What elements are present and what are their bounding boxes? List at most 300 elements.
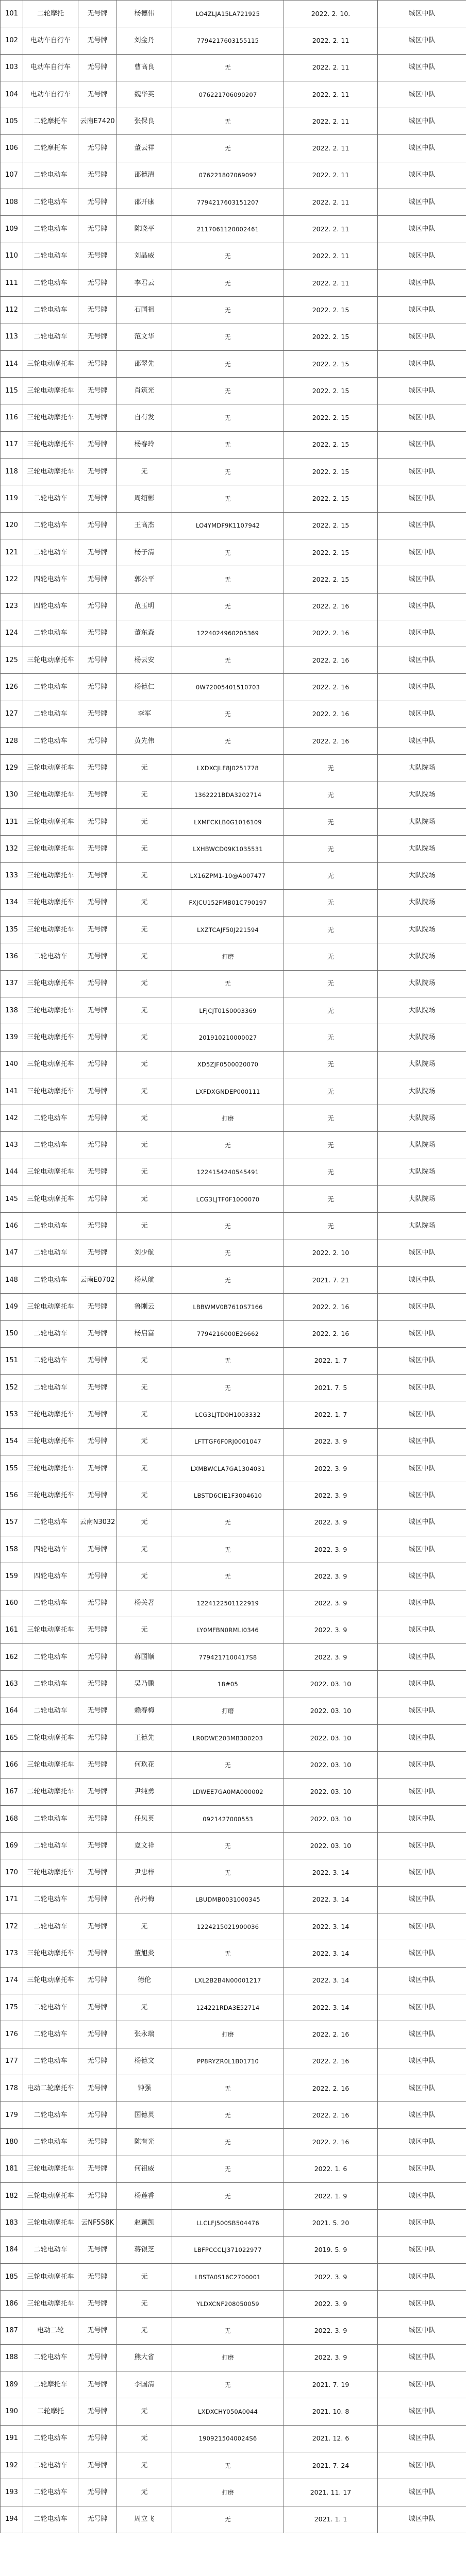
frame-number-cell: 无 bbox=[172, 2317, 284, 2344]
frame-number-cell: 1224215021900036 bbox=[172, 1913, 284, 1940]
row-number-cell: 148 bbox=[1, 1266, 23, 1293]
row-number-cell: 136 bbox=[1, 943, 23, 970]
owner-name-cell: 张保良 bbox=[117, 108, 172, 135]
owner-name-cell: 无 bbox=[117, 1132, 172, 1159]
frame-number-cell: 无 bbox=[172, 701, 284, 727]
seizure-date-cell: 2022. 3. 9 bbox=[284, 1428, 378, 1455]
vehicle-type-cell: 三轮电动摩托车 bbox=[23, 1859, 78, 1886]
table-row bbox=[1, 2236, 466, 2263]
table-row bbox=[1, 1833, 466, 1859]
table-row bbox=[1, 566, 466, 593]
plate-number-cell: 无号牌 bbox=[78, 1698, 117, 1724]
vehicle-type-cell: 二轮电动摩托车 bbox=[23, 1778, 78, 1805]
row-number-cell: 118 bbox=[1, 459, 23, 485]
table-row bbox=[1, 431, 466, 458]
owner-name-cell: 自有发 bbox=[117, 404, 172, 431]
vehicle-type-cell: 二轮电动车 bbox=[23, 1320, 78, 1347]
row-number-cell: 141 bbox=[1, 1078, 23, 1105]
seizure-date-cell: 2022. 03. 10 bbox=[284, 1833, 378, 1859]
plate-number-cell: 无号牌 bbox=[78, 81, 117, 108]
row-number-cell: 139 bbox=[1, 1024, 23, 1051]
frame-number-cell: 无 bbox=[172, 2183, 284, 2210]
frame-number-cell: 无 bbox=[172, 2156, 284, 2182]
plate-number-cell: 无号牌 bbox=[78, 889, 117, 916]
plate-number-cell: 无号牌 bbox=[78, 862, 117, 889]
table-row bbox=[1, 485, 466, 512]
row-number-cell: 114 bbox=[1, 350, 23, 377]
vehicle-type-cell: 三轮电动摩托车 bbox=[23, 1186, 78, 1213]
table-row bbox=[1, 917, 466, 943]
table-row bbox=[1, 2371, 466, 2398]
plate-number-cell: 无号牌 bbox=[78, 2102, 117, 2129]
plate-number-cell: 无号牌 bbox=[78, 404, 117, 431]
owner-name-cell: 董云祥 bbox=[117, 135, 172, 162]
vehicle-type-cell: 二轮电动车 bbox=[23, 674, 78, 701]
storage-location-cell: 大队院场 bbox=[378, 970, 466, 997]
storage-location-cell: 大队院场 bbox=[378, 1213, 466, 1240]
storage-location-cell: 城区中队 bbox=[378, 2398, 466, 2425]
storage-location-cell: 大队院场 bbox=[378, 782, 466, 808]
seizure-date-cell: 2021. 7. 24 bbox=[284, 2452, 378, 2479]
vehicle-type-cell: 三轮电动摩托车 bbox=[23, 350, 78, 377]
table-row bbox=[1, 1455, 466, 1482]
plate-number-cell: 无号牌 bbox=[78, 27, 117, 54]
seizure-date-cell: 2022. 2. 16 bbox=[284, 2021, 378, 2048]
frame-number-cell: 无 bbox=[172, 2129, 284, 2156]
plate-number-cell: 无号牌 bbox=[78, 378, 117, 404]
frame-number-cell: 7794216000E26662 bbox=[172, 1320, 284, 1347]
frame-number-cell: LXDXCHY050A0044 bbox=[172, 2398, 284, 2425]
vehicle-type-cell: 三轮电动摩托车 bbox=[23, 782, 78, 808]
row-number-cell: 140 bbox=[1, 1051, 23, 1078]
storage-location-cell: 城区中队 bbox=[378, 1752, 466, 1778]
vehicle-type-cell: 二轮电动车 bbox=[23, 2102, 78, 2129]
row-number-cell: 169 bbox=[1, 1833, 23, 1859]
storage-location-cell: 城区中队 bbox=[378, 2236, 466, 2263]
table-row bbox=[1, 1698, 466, 1724]
plate-number-cell: 无号牌 bbox=[78, 836, 117, 862]
storage-location-cell: 城区中队 bbox=[378, 1266, 466, 1293]
storage-location-cell: 城区中队 bbox=[378, 2506, 466, 2533]
seizure-date-cell: 2022. 2. 15 bbox=[284, 459, 378, 485]
table-row bbox=[1, 54, 466, 81]
table-row bbox=[1, 1482, 466, 1509]
frame-number-cell: LCG3LJTF0F1000070 bbox=[172, 1186, 284, 1213]
seizure-date-cell: 2022. 2. 11 bbox=[284, 189, 378, 216]
seizure-date-cell: 2022. 3. 9 bbox=[284, 1617, 378, 1643]
vehicle-type-cell: 二轮摩托车 bbox=[23, 2371, 78, 2398]
frame-number-cell: 无 bbox=[172, 431, 284, 458]
storage-location-cell: 大队院场 bbox=[378, 943, 466, 970]
owner-name-cell: 范玉明 bbox=[117, 593, 172, 620]
row-number-cell: 111 bbox=[1, 269, 23, 296]
vehicle-type-cell: 二轮电动车 bbox=[23, 297, 78, 324]
vehicle-type-cell: 二轮电动车 bbox=[23, 1590, 78, 1617]
row-number-cell: 190 bbox=[1, 2398, 23, 2425]
storage-location-cell: 城区中队 bbox=[378, 2183, 466, 2210]
vehicle-type-cell: 三轮电动摩托车 bbox=[23, 1024, 78, 1051]
table-row bbox=[1, 647, 466, 674]
vehicle-type-cell: 二轮电动车 bbox=[23, 2236, 78, 2263]
storage-location-cell: 城区中队 bbox=[378, 485, 466, 512]
row-number-cell: 174 bbox=[1, 1967, 23, 1994]
owner-name-cell: 邵开康 bbox=[117, 189, 172, 216]
frame-number-cell: LBBWMV0B7610S7166 bbox=[172, 1294, 284, 1320]
frame-number-cell: 无 bbox=[172, 1375, 284, 1401]
frame-number-cell: LXMFCKLB0G1016109 bbox=[172, 808, 284, 835]
frame-number-cell: 无 bbox=[172, 378, 284, 404]
seizure-date-cell: 2022. 2. 16 bbox=[284, 2048, 378, 2075]
row-number-cell: 162 bbox=[1, 1644, 23, 1671]
table-row bbox=[1, 1213, 466, 1240]
owner-name-cell: 何玖花 bbox=[117, 1752, 172, 1778]
table-row bbox=[1, 404, 466, 431]
vehicle-type-cell: 二轮电动车 bbox=[23, 216, 78, 243]
storage-location-cell: 城区中队 bbox=[378, 1, 466, 27]
vehicle-type-cell: 三轮电动摩托车 bbox=[23, 2210, 78, 2236]
seizure-date-cell: 无 bbox=[284, 782, 378, 808]
plate-number-cell: 无号牌 bbox=[78, 1240, 117, 1266]
plate-number-cell: 无号牌 bbox=[78, 755, 117, 782]
seizure-date-cell: 无 bbox=[284, 889, 378, 916]
row-number-cell: 145 bbox=[1, 1186, 23, 1213]
table-row bbox=[1, 1159, 466, 1185]
owner-name-cell: 无 bbox=[117, 2398, 172, 2425]
storage-location-cell: 城区中队 bbox=[378, 162, 466, 189]
plate-number-cell: 无号牌 bbox=[78, 1590, 117, 1617]
storage-location-cell: 大队院场 bbox=[378, 808, 466, 835]
frame-number-cell: 076221706090207 bbox=[172, 81, 284, 108]
seizure-date-cell: 2022. 3. 14 bbox=[284, 1994, 378, 2021]
plate-number-cell: 无号牌 bbox=[78, 189, 117, 216]
seizure-date-cell: 2022. 3. 9 bbox=[284, 2263, 378, 2290]
vehicle-type-cell: 三轮电动摩托车 bbox=[23, 836, 78, 862]
row-number-cell: 189 bbox=[1, 2371, 23, 2398]
row-number-cell: 123 bbox=[1, 593, 23, 620]
owner-name-cell: 赖春梅 bbox=[117, 1698, 172, 1724]
frame-number-cell: YLDXCNF208050059 bbox=[172, 2291, 284, 2317]
owner-name-cell: 周绍彬 bbox=[117, 485, 172, 512]
frame-number-cell: 1224024960205369 bbox=[172, 620, 284, 647]
vehicle-type-cell: 二轮电动车 bbox=[23, 2129, 78, 2156]
storage-location-cell: 城区中队 bbox=[378, 1859, 466, 1886]
plate-number-cell: 无号牌 bbox=[78, 2317, 117, 2344]
storage-location-cell: 城区中队 bbox=[378, 81, 466, 108]
vehicle-type-cell: 三轮电动摩托车 bbox=[23, 970, 78, 997]
table-row bbox=[1, 2263, 466, 2290]
row-number-cell: 171 bbox=[1, 1886, 23, 1913]
vehicle-type-cell: 四轮电动车 bbox=[23, 593, 78, 620]
owner-name-cell: 无 bbox=[117, 1213, 172, 1240]
seizure-date-cell: 2019. 5. 9 bbox=[284, 2236, 378, 2263]
row-number-cell: 120 bbox=[1, 512, 23, 539]
table-row bbox=[1, 539, 466, 566]
vehicle-type-cell: 三轮电动摩托车 bbox=[23, 2263, 78, 2290]
frame-number-cell: 无 bbox=[172, 647, 284, 674]
row-number-cell: 112 bbox=[1, 297, 23, 324]
storage-location-cell: 大队院场 bbox=[378, 1051, 466, 1078]
storage-location-cell: 城区中队 bbox=[378, 1940, 466, 1967]
seizure-date-cell: 2022. 3. 14 bbox=[284, 1967, 378, 1994]
vehicle-type-cell: 二轮电动车 bbox=[23, 1833, 78, 1859]
row-number-cell: 138 bbox=[1, 997, 23, 1024]
owner-name-cell: 无 bbox=[117, 917, 172, 943]
plate-number-cell: 无号牌 bbox=[78, 1428, 117, 1455]
seizure-date-cell: 2022. 2. 16 bbox=[284, 593, 378, 620]
plate-number-cell: 无号牌 bbox=[78, 2075, 117, 2102]
owner-name-cell: 无 bbox=[117, 997, 172, 1024]
seizure-date-cell: 无 bbox=[284, 1051, 378, 1078]
plate-number-cell: 无号牌 bbox=[78, 1320, 117, 1347]
table-row bbox=[1, 1886, 466, 1913]
row-number-cell: 172 bbox=[1, 1913, 23, 1940]
seizure-date-cell: 2022. 03. 10 bbox=[284, 1698, 378, 1724]
table-row bbox=[1, 593, 466, 620]
seizure-date-cell: 2022. 2. 16 bbox=[284, 620, 378, 647]
frame-number-cell: 无 bbox=[172, 1132, 284, 1159]
owner-name-cell: 杨德伟 bbox=[117, 1, 172, 27]
seizure-date-cell: 2022. 2. 15 bbox=[284, 378, 378, 404]
vehicle-type-cell: 二轮电动车 bbox=[23, 620, 78, 647]
owner-name-cell: 无 bbox=[117, 2425, 172, 2452]
seizure-date-cell: 2022. 2. 16 bbox=[284, 1320, 378, 1347]
row-number-cell: 157 bbox=[1, 1509, 23, 1536]
row-number-cell: 150 bbox=[1, 1320, 23, 1347]
frame-number-cell: 无 bbox=[172, 54, 284, 81]
owner-name-cell: 无 bbox=[117, 2291, 172, 2317]
owner-name-cell: 无 bbox=[117, 1455, 172, 1482]
plate-number-cell: 无号牌 bbox=[78, 1159, 117, 1185]
row-number-cell: 160 bbox=[1, 1590, 23, 1617]
plate-number-cell: 无号牌 bbox=[78, 2129, 117, 2156]
vehicle-type-cell: 二轮电动车 bbox=[23, 324, 78, 350]
vehicle-type-cell: 二轮摩托 bbox=[23, 1, 78, 27]
frame-number-cell: 无 bbox=[172, 243, 284, 269]
storage-location-cell: 城区中队 bbox=[378, 1401, 466, 1428]
owner-name-cell: 杨子清 bbox=[117, 539, 172, 566]
row-number-cell: 153 bbox=[1, 1401, 23, 1428]
table-row bbox=[1, 108, 466, 135]
seizure-date-cell: 2022. 2. 15 bbox=[284, 512, 378, 539]
row-number-cell: 193 bbox=[1, 2479, 23, 2506]
storage-location-cell: 大队院场 bbox=[378, 1024, 466, 1051]
storage-location-cell: 大队院场 bbox=[378, 755, 466, 782]
plate-number-cell: 无号牌 bbox=[78, 1805, 117, 1832]
plate-number-cell: 无号牌 bbox=[78, 350, 117, 377]
storage-location-cell: 城区中队 bbox=[378, 2479, 466, 2506]
table-row bbox=[1, 1294, 466, 1320]
table-row bbox=[1, 620, 466, 647]
storage-location-cell: 城区中队 bbox=[378, 404, 466, 431]
storage-location-cell: 城区中队 bbox=[378, 1886, 466, 1913]
vehicle-type-cell: 三轮电动摩托车 bbox=[23, 378, 78, 404]
table-row bbox=[1, 2479, 466, 2506]
vehicle-type-cell: 二轮电动车 bbox=[23, 2048, 78, 2075]
vehicle-type-cell: 三轮电动摩托车 bbox=[23, 1752, 78, 1778]
row-number-cell: 158 bbox=[1, 1536, 23, 1563]
vehicle-type-cell: 三轮电动摩托车 bbox=[23, 1401, 78, 1428]
owner-name-cell: 刘晶威 bbox=[117, 243, 172, 269]
storage-location-cell: 城区中队 bbox=[378, 2075, 466, 2102]
owner-name-cell: 无 bbox=[117, 1078, 172, 1105]
plate-number-cell: 无号牌 bbox=[78, 2021, 117, 2048]
seizure-date-cell: 2022. 3. 9 bbox=[284, 1536, 378, 1563]
storage-location-cell: 城区中队 bbox=[378, 189, 466, 216]
seizure-date-cell: 2021. 5. 20 bbox=[284, 2210, 378, 2236]
row-number-cell: 119 bbox=[1, 485, 23, 512]
storage-location-cell: 城区中队 bbox=[378, 566, 466, 593]
table-row bbox=[1, 1994, 466, 2021]
plate-number-cell: 无号牌 bbox=[78, 1967, 117, 1994]
storage-location-cell: 大队院场 bbox=[378, 889, 466, 916]
frame-number-cell: PP8RYZR0L1B01710 bbox=[172, 2048, 284, 2075]
row-number-cell: 103 bbox=[1, 54, 23, 81]
storage-location-cell: 城区中队 bbox=[378, 1617, 466, 1643]
frame-number-cell: 0W72005401510703 bbox=[172, 674, 284, 701]
vehicle-type-cell: 二轮电动车 bbox=[23, 1805, 78, 1832]
storage-location-cell: 城区中队 bbox=[378, 1347, 466, 1374]
frame-number-cell: 无 bbox=[172, 324, 284, 350]
table-row bbox=[1, 459, 466, 485]
seizure-date-cell: 2022. 2. 11 bbox=[284, 54, 378, 81]
owner-name-cell: 邵翠先 bbox=[117, 350, 172, 377]
storage-location-cell: 城区中队 bbox=[378, 216, 466, 243]
seizure-date-cell: 2022. 2. 16 bbox=[284, 701, 378, 727]
frame-number-cell: 无 bbox=[172, 1833, 284, 1859]
vehicle-type-cell: 三轮电动摩托车 bbox=[23, 1455, 78, 1482]
vehicle-type-cell: 三轮电动摩托车 bbox=[23, 1967, 78, 1994]
frame-number-cell: 无 bbox=[172, 1940, 284, 1967]
frame-number-cell: FXJCU152FMB01C790197 bbox=[172, 889, 284, 916]
frame-number-cell: LBSTA0S16C2700001 bbox=[172, 2263, 284, 2290]
plate-number-cell: 无号牌 bbox=[78, 459, 117, 485]
vehicle-type-cell: 三轮电动摩托车 bbox=[23, 459, 78, 485]
frame-number-cell: 无 bbox=[172, 1752, 284, 1778]
table-row bbox=[1, 889, 466, 916]
owner-name-cell: 杨从航 bbox=[117, 1266, 172, 1293]
owner-name-cell: 董旭炎 bbox=[117, 1940, 172, 1967]
frame-number-cell: 无 bbox=[172, 2452, 284, 2479]
vehicle-type-cell: 二轮摩托车 bbox=[23, 135, 78, 162]
table-row bbox=[1, 2506, 466, 2533]
storage-location-cell: 城区中队 bbox=[378, 350, 466, 377]
table-row bbox=[1, 27, 466, 54]
plate-number-cell: 无号牌 bbox=[78, 808, 117, 835]
plate-number-cell: 无号牌 bbox=[78, 2291, 117, 2317]
frame-number-cell: LO4ZLJA15LA721925 bbox=[172, 1, 284, 27]
seizure-date-cell: 2022. 2. 11 bbox=[284, 27, 378, 54]
table-row bbox=[1, 1590, 466, 1617]
vehicle-type-cell: 二轮电动车 bbox=[23, 1913, 78, 1940]
table-row bbox=[1, 1078, 466, 1105]
vehicle-type-cell: 三轮电动摩托车 bbox=[23, 647, 78, 674]
frame-number-cell: 无 bbox=[172, 135, 284, 162]
row-number-cell: 151 bbox=[1, 1347, 23, 1374]
table-row bbox=[1, 1778, 466, 1805]
vehicle-type-cell: 三轮电动摩托车 bbox=[23, 1482, 78, 1509]
owner-name-cell: 蒋国顺 bbox=[117, 1644, 172, 1671]
frame-number-cell: 无 bbox=[172, 1266, 284, 1293]
seizure-date-cell: 2022. 3. 9 bbox=[284, 1455, 378, 1482]
frame-number-cell: 无 bbox=[172, 2506, 284, 2533]
seizure-date-cell: 2022. 03. 10 bbox=[284, 1752, 378, 1778]
storage-location-cell: 城区中队 bbox=[378, 620, 466, 647]
vehicle-type-cell: 二轮电动车 bbox=[23, 512, 78, 539]
storage-location-cell: 城区中队 bbox=[378, 2048, 466, 2075]
storage-location-cell: 大队院场 bbox=[378, 1105, 466, 1132]
vehicle-type-cell: 二轮电动车 bbox=[23, 2479, 78, 2506]
vehicle-type-cell: 三轮电动摩托车 bbox=[23, 889, 78, 916]
plate-number-cell: 无号牌 bbox=[78, 1913, 117, 1940]
frame-number-cell: LX16ZPM1-10@A007477 bbox=[172, 862, 284, 889]
row-number-cell: 183 bbox=[1, 2210, 23, 2236]
storage-location-cell: 大队院场 bbox=[378, 862, 466, 889]
frame-number-cell: 无 bbox=[172, 2102, 284, 2129]
row-number-cell: 131 bbox=[1, 808, 23, 835]
table-row bbox=[1, 1186, 466, 1213]
owner-name-cell: 无 bbox=[117, 808, 172, 835]
vehicle-type-cell: 二轮电动摩托车 bbox=[23, 1725, 78, 1752]
storage-location-cell: 大队院场 bbox=[378, 1186, 466, 1213]
seizure-date-cell: 2022. 2. 15 bbox=[284, 566, 378, 593]
frame-number-cell: 无 bbox=[172, 539, 284, 566]
vehicle-type-cell: 三轮电动摩托车 bbox=[23, 1159, 78, 1185]
vehicle-type-cell: 三轮电动摩托车 bbox=[23, 755, 78, 782]
owner-name-cell: 肖筑光 bbox=[117, 378, 172, 404]
table-row bbox=[1, 1940, 466, 1967]
frame-number-cell: 124221RDA3E52714 bbox=[172, 1994, 284, 2021]
table-row bbox=[1, 1375, 466, 1401]
plate-number-cell: 无号牌 bbox=[78, 1536, 117, 1563]
table-row bbox=[1, 1644, 466, 1671]
frame-number-cell: 无 bbox=[172, 970, 284, 997]
vehicle-type-cell: 二轮电动车 bbox=[23, 1266, 78, 1293]
storage-location-cell: 城区中队 bbox=[378, 1240, 466, 1266]
plate-number-cell: 无号牌 bbox=[78, 1778, 117, 1805]
vehicle-type-cell: 二轮电动车 bbox=[23, 701, 78, 727]
frame-number-cell: 无 bbox=[172, 1536, 284, 1563]
row-number-cell: 155 bbox=[1, 1455, 23, 1482]
seizure-date-cell: 无 bbox=[284, 808, 378, 835]
storage-location-cell: 城区中队 bbox=[378, 1509, 466, 1536]
storage-location-cell: 城区中队 bbox=[378, 1725, 466, 1752]
seizure-date-cell: 无 bbox=[284, 970, 378, 997]
storage-location-cell: 城区中队 bbox=[378, 674, 466, 701]
seizure-date-cell: 2022. 2. 15 bbox=[284, 350, 378, 377]
plate-number-cell: 无号牌 bbox=[78, 2398, 117, 2425]
frame-number-cell: 打磨 bbox=[172, 1105, 284, 1132]
owner-name-cell: 无 bbox=[117, 459, 172, 485]
vehicle-type-cell: 三轮电动摩托车 bbox=[23, 2156, 78, 2182]
vehicle-type-cell: 三轮电动摩托车 bbox=[23, 1940, 78, 1967]
table-row bbox=[1, 189, 466, 216]
plate-number-cell: 无号牌 bbox=[78, 1752, 117, 1778]
storage-location-cell: 城区中队 bbox=[378, 647, 466, 674]
storage-location-cell: 城区中队 bbox=[378, 1913, 466, 1940]
table-row bbox=[1, 1320, 466, 1347]
owner-name-cell: 无 bbox=[117, 1994, 172, 2021]
vehicle-type-cell: 电动二轮 bbox=[23, 2317, 78, 2344]
vehicle-type-cell: 二轮摩托车 bbox=[23, 108, 78, 135]
frame-number-cell: LLCLFJ500SB504476 bbox=[172, 2210, 284, 2236]
frame-number-cell: 无 bbox=[172, 2075, 284, 2102]
frame-number-cell: LO4YMDF9K1107942 bbox=[172, 512, 284, 539]
row-number-cell: 192 bbox=[1, 2452, 23, 2479]
frame-number-cell: 无 bbox=[172, 1509, 284, 1536]
storage-location-cell: 城区中队 bbox=[378, 1644, 466, 1671]
table-row bbox=[1, 1967, 466, 1994]
row-number-cell: 129 bbox=[1, 755, 23, 782]
